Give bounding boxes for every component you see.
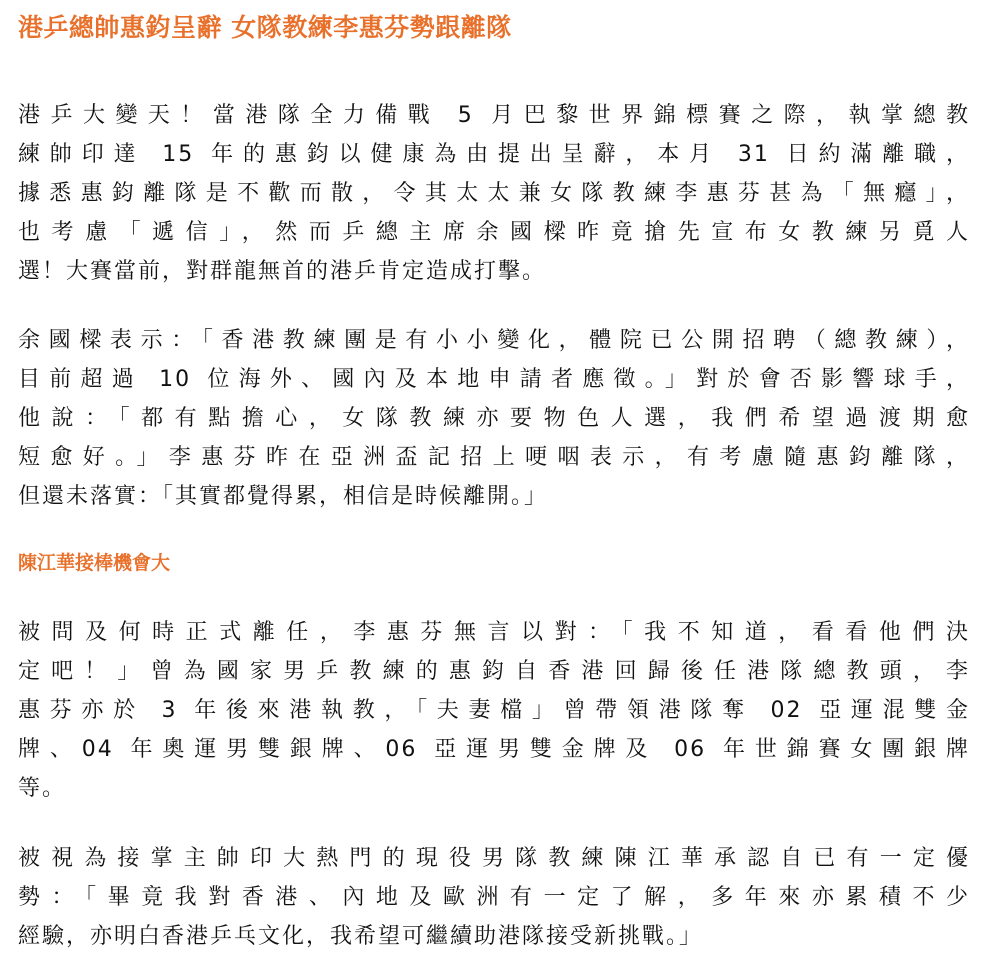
paragraph-line: 惠芬亦於 3 年後來港執教，「夫妻檔」曾帶領港隊奪 02 亞運混雙金: [18, 698, 970, 723]
paragraph-3: [18, 613, 970, 808]
paragraph-line: 等。: [18, 776, 67, 801]
paragraph-line: 也考慮「遞信」，然而乒總主席余國樑昨竟搶先宣布女教練另覓人: [18, 220, 970, 245]
paragraph-line: 港乒大變天！當港隊全力備戰 5 月巴黎世界錦標賽之際，執掌總教: [18, 103, 970, 128]
paragraph-4: [18, 839, 970, 956]
paragraph-line: 練帥印達 15 年的惠鈞以健康為由提出呈辭，本月 31 日約滿離職，: [18, 142, 970, 167]
paragraph-line: 被視為接掌主帥印大熱門的現役男隊教練陳江華承認自已有一定優: [18, 846, 970, 871]
paragraph-line: 目前超過 10 位海外、國內及本地申請者應徵。」對於會否影響球手，: [18, 367, 970, 392]
paragraph-2: [18, 321, 970, 516]
paragraph-line: 牌、04 年奧運男雙銀牌、06 亞運男雙金牌及 06 年世錦賽女團銀牌: [18, 737, 970, 762]
paragraph-line: 勢：「畢竟我對香港、內地及歐洲有一定了解，多年來亦累積不少: [18, 885, 970, 910]
section-subheading: 陳江華接棒機會大: [18, 552, 171, 574]
paragraph-1: [18, 96, 970, 291]
paragraph-line: 他說：「都有點擔心，女隊教練亦要物色人選，我們希望過渡期愈: [18, 406, 970, 431]
paragraph-line: 余國樑表示：「香港教練團是有小小變化，體院已公開招聘（總教練），: [18, 328, 970, 353]
article-headline: 港乒總帥惠鈞呈辭 女隊教練李惠芬勢跟離隊: [18, 13, 512, 42]
paragraph-line: 短愈好。」李惠芬昨在亞洲盃記招上哽咽表示，有考慮隨惠鈞離隊，: [18, 445, 970, 470]
paragraph-line: 定吧！」曾為國家男乒教練的惠鈞自香港回歸後任港隊總教頭，李: [18, 659, 970, 684]
paragraph-line: 被問及何時正式離任，李惠芬無言以對：「我不知道，看看他們決: [18, 620, 970, 645]
paragraph-line: 據悉惠鈞離隊是不歡而散，令其太太兼女隊教練李惠芬甚為「無癮」，: [18, 181, 970, 206]
paragraph-line: 經驗，亦明白香港乒乓文化，我希望可繼續助港隊接受新挑戰。」: [18, 924, 704, 949]
paragraph-line: 但還未落實：「其實都覺得累，相信是時候離開。」: [18, 484, 549, 509]
paragraph-line: 選！大賽當前，對群龍無首的港乒肯定造成打擊。: [18, 259, 547, 284]
